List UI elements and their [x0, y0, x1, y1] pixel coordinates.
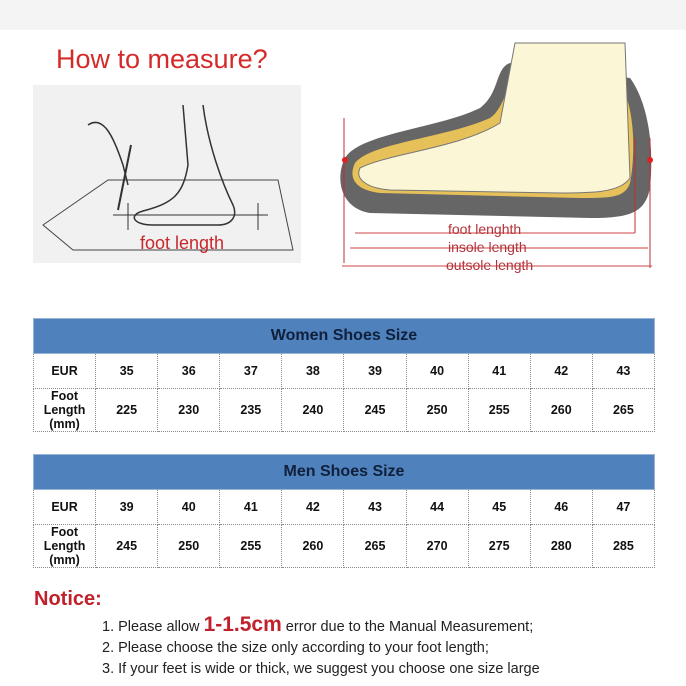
shoe-measure-diagram [330, 38, 660, 278]
table-cell: 245 [344, 389, 406, 432]
table-cell: 240 [282, 389, 344, 432]
table-cell: 285 [592, 525, 654, 568]
outsole-length-label: outsole length [446, 257, 534, 273]
notice-list [102, 614, 540, 680]
foot-measure-sketch [33, 85, 301, 263]
table-cell: 42 [282, 490, 344, 525]
table-cell: 265 [592, 389, 654, 432]
notice-item: 3. If your feet is wide or thick, we suggest you choose one size large [102, 661, 540, 677]
table-cell: 46 [530, 490, 592, 525]
table-row [34, 490, 655, 525]
table-cell: 230 [158, 389, 220, 432]
table-cell: 255 [468, 389, 530, 432]
notice-item [102, 614, 540, 638]
table-cell: 260 [530, 389, 592, 432]
row-label: Foot Length (mm) [34, 389, 96, 432]
table-cell: 43 [344, 490, 406, 525]
table-row [34, 525, 655, 568]
table-cell: 44 [406, 490, 468, 525]
table-cell: 265 [344, 525, 406, 568]
table-cell: 47 [592, 490, 654, 525]
women-size-table [33, 318, 655, 432]
table-cell: 270 [406, 525, 468, 568]
table-cell: 36 [158, 354, 220, 389]
table-cell: 40 [406, 354, 468, 389]
table-row [34, 354, 655, 389]
top-band [0, 0, 686, 30]
table-cell: 41 [220, 490, 282, 525]
men-table-title: Men Shoes Size [34, 455, 655, 490]
table-cell: 260 [282, 525, 344, 568]
table-cell: 37 [220, 354, 282, 389]
notice-title: Notice: [34, 588, 102, 610]
table-cell: 40 [158, 490, 220, 525]
row-label: EUR [34, 490, 96, 525]
foot-length-label: foot length [140, 233, 225, 253]
row-label: Foot Length (mm) [34, 525, 96, 568]
table-cell: 250 [406, 389, 468, 432]
table-cell: 255 [220, 525, 282, 568]
table-cell: 235 [220, 389, 282, 432]
table-cell: 280 [530, 525, 592, 568]
table-cell: 45 [468, 490, 530, 525]
table-cell: 38 [282, 354, 344, 389]
row-label: EUR [34, 354, 96, 389]
foot-length-label: foot lenghth [448, 221, 522, 237]
table-cell: 35 [96, 354, 158, 389]
table-row [34, 389, 655, 432]
table-cell: 225 [96, 389, 158, 432]
notice-text: error due to the Manual Measurement; [281, 619, 534, 635]
table-cell: 250 [158, 525, 220, 568]
table-cell: 41 [468, 354, 530, 389]
table-cell: 39 [344, 354, 406, 389]
error-margin-highlight: 1-1.5cm [203, 613, 282, 636]
table-cell: 39 [96, 490, 158, 525]
table-cell: 43 [592, 354, 654, 389]
men-size-table [33, 454, 655, 568]
notice-item: 2. Please choose the size only according to your foot length; [102, 640, 489, 656]
women-table-title: Women Shoes Size [34, 319, 655, 354]
insole-length-label: insole length [448, 239, 527, 255]
notice-text: 1. Please allow [102, 619, 204, 635]
table-cell: 275 [468, 525, 530, 568]
page-title: How to measure? [56, 44, 268, 74]
table-cell: 42 [530, 354, 592, 389]
table-cell: 245 [96, 525, 158, 568]
